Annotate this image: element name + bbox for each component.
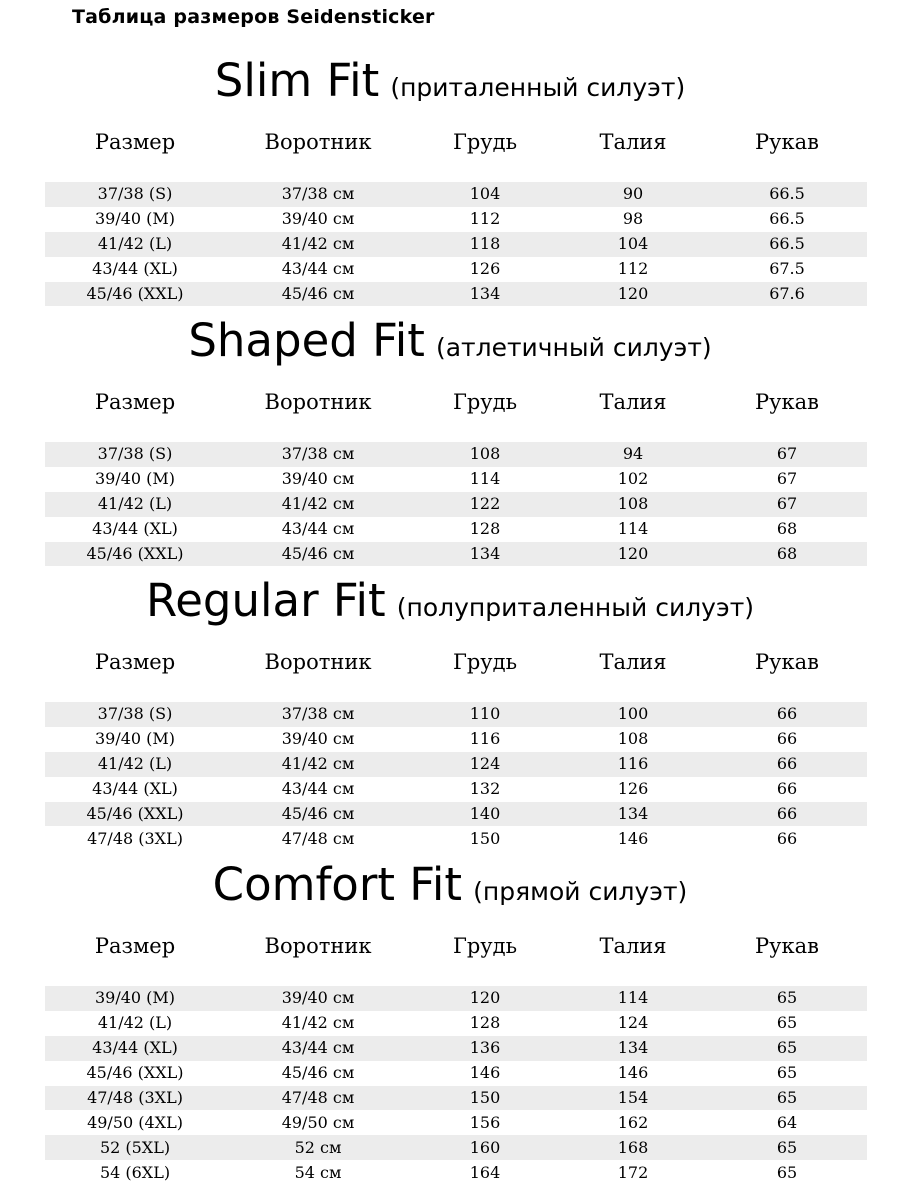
fit-name: Shaped Fit [188, 314, 425, 367]
cell-chest: 118 [411, 232, 559, 257]
table-row [45, 1135, 867, 1160]
cell-chest: 164 [411, 1160, 559, 1185]
fit-description: (прямой силуэт) [473, 877, 688, 906]
cell-collar: 41/42 см [225, 232, 411, 257]
cell-sleeve: 66.5 [707, 232, 867, 257]
fit-description: (полуприталенный силуэт) [396, 593, 755, 622]
cell-collar: 39/40 см [225, 727, 411, 752]
fit-description: (атлетичный силуэт) [435, 333, 712, 362]
cell-collar: 54 см [225, 1160, 411, 1185]
section-regular-fit [0, 568, 900, 851]
cell-chest: 116 [411, 727, 559, 752]
cell-chest: 132 [411, 777, 559, 802]
cell-sleeve: 65 [707, 1036, 867, 1061]
column-header-chest: Грудь [452, 650, 518, 674]
column-header-collar: Воротник [264, 650, 372, 674]
cell-collar: 45/46 см [225, 282, 411, 307]
cell-sleeve: 66 [707, 727, 867, 752]
cell-chest: 136 [411, 1036, 559, 1061]
cell-collar: 45/46 см [225, 542, 411, 567]
cell-waist: 94 [559, 442, 707, 467]
cell-size: 37/38 (S) [45, 702, 225, 727]
cell-collar: 37/38 см [225, 182, 411, 207]
cell-waist: 168 [559, 1135, 707, 1160]
cell-size: 41/42 (L) [45, 1011, 225, 1036]
section-title [0, 308, 900, 374]
cell-sleeve: 67 [707, 467, 867, 492]
cell-collar: 41/42 см [225, 1011, 411, 1036]
cell-sleeve: 67.5 [707, 257, 867, 282]
cell-chest: 128 [411, 1011, 559, 1036]
table-header-row [45, 114, 867, 182]
fit-name: Slim Fit [214, 54, 380, 107]
section-comfort-fit [0, 852, 900, 1185]
cell-waist: 104 [559, 232, 707, 257]
column-header-collar: Воротник [264, 130, 372, 154]
table-row [45, 282, 867, 307]
cell-sleeve: 66 [707, 826, 867, 851]
table-row [45, 542, 867, 567]
cell-chest: 160 [411, 1135, 559, 1160]
cell-chest: 146 [411, 1061, 559, 1086]
cell-size: 41/42 (L) [45, 492, 225, 517]
cell-size: 43/44 (XL) [45, 777, 225, 802]
cell-collar: 39/40 см [225, 207, 411, 232]
table-row [45, 826, 867, 851]
cell-collar: 45/46 см [225, 1061, 411, 1086]
cell-sleeve: 67 [707, 492, 867, 517]
cell-chest: 134 [411, 542, 559, 567]
cell-chest: 150 [411, 1086, 559, 1111]
section-slim-fit [0, 48, 900, 306]
fit-name: Regular Fit [145, 574, 386, 627]
cell-waist: 108 [559, 727, 707, 752]
cell-size: 41/42 (L) [45, 752, 225, 777]
cell-collar: 43/44 см [225, 777, 411, 802]
table-row [45, 1160, 867, 1185]
cell-chest: 134 [411, 282, 559, 307]
cell-size: 47/48 (3XL) [45, 826, 225, 851]
cell-chest: 104 [411, 182, 559, 207]
cell-waist: 172 [559, 1160, 707, 1185]
fit-description: (приталенный силуэт) [390, 73, 686, 102]
cell-collar: 45/46 см [225, 802, 411, 827]
cell-sleeve: 68 [707, 517, 867, 542]
column-header-waist: Талия [599, 130, 667, 154]
cell-collar: 52 см [225, 1135, 411, 1160]
cell-size: 39/40 (M) [45, 467, 225, 492]
column-header-waist: Талия [599, 934, 667, 958]
column-header-sleeve: Рукав [755, 934, 819, 958]
table-row [45, 727, 867, 752]
table-row [45, 1011, 867, 1036]
cell-waist: 112 [559, 257, 707, 282]
cell-collar: 39/40 см [225, 986, 411, 1011]
column-header-sleeve: Рукав [755, 390, 819, 414]
cell-size: 43/44 (XL) [45, 517, 225, 542]
cell-size: 49/50 (4XL) [45, 1110, 225, 1135]
cell-sleeve: 66 [707, 752, 867, 777]
cell-waist: 134 [559, 1036, 707, 1061]
cell-waist: 146 [559, 826, 707, 851]
section-title [0, 568, 900, 634]
cell-size: 37/38 (S) [45, 442, 225, 467]
cell-collar: 41/42 см [225, 752, 411, 777]
cell-sleeve: 66 [707, 702, 867, 727]
column-header-chest: Грудь [452, 130, 518, 154]
table-row [45, 1086, 867, 1111]
cell-collar: 37/38 см [225, 702, 411, 727]
cell-size: 37/38 (S) [45, 182, 225, 207]
table-row [45, 777, 867, 802]
cell-sleeve: 67.6 [707, 282, 867, 307]
cell-waist: 102 [559, 467, 707, 492]
cell-chest: 140 [411, 802, 559, 827]
cell-sleeve: 65 [707, 1160, 867, 1185]
cell-sleeve: 66.5 [707, 207, 867, 232]
cell-waist: 116 [559, 752, 707, 777]
cell-sleeve: 65 [707, 986, 867, 1011]
cell-size: 39/40 (M) [45, 727, 225, 752]
cell-sleeve: 65 [707, 1135, 867, 1160]
cell-sleeve: 65 [707, 1086, 867, 1111]
size-table [45, 634, 867, 851]
cell-chest: 156 [411, 1110, 559, 1135]
cell-sleeve: 65 [707, 1011, 867, 1036]
table-row [45, 207, 867, 232]
column-header-collar: Воротник [264, 390, 372, 414]
column-header-chest: Грудь [452, 934, 518, 958]
column-header-collar: Воротник [264, 934, 372, 958]
cell-waist: 124 [559, 1011, 707, 1036]
cell-waist: 98 [559, 207, 707, 232]
cell-size: 52 (5XL) [45, 1135, 225, 1160]
table-row [45, 1061, 867, 1086]
page-title: Таблица размеров Seidensticker [72, 6, 435, 28]
cell-size: 43/44 (XL) [45, 257, 225, 282]
cell-sleeve: 66 [707, 802, 867, 827]
table-header-row [45, 634, 867, 702]
section-title [0, 852, 900, 918]
cell-size: 39/40 (M) [45, 986, 225, 1011]
cell-size: 47/48 (3XL) [45, 1086, 225, 1111]
cell-collar: 43/44 см [225, 517, 411, 542]
cell-collar: 49/50 см [225, 1110, 411, 1135]
table-header-row [45, 374, 867, 442]
cell-waist: 120 [559, 282, 707, 307]
cell-waist: 120 [559, 542, 707, 567]
table-row [45, 752, 867, 777]
column-header-sleeve: Рукав [755, 650, 819, 674]
table-row [45, 467, 867, 492]
table-row [45, 986, 867, 1011]
column-header-size: Размер [94, 934, 176, 958]
table-row [45, 232, 867, 257]
column-header-waist: Талия [599, 390, 667, 414]
cell-size: 41/42 (L) [45, 232, 225, 257]
cell-collar: 39/40 см [225, 467, 411, 492]
cell-collar: 43/44 см [225, 257, 411, 282]
table-row [45, 1036, 867, 1061]
cell-size: 39/40 (M) [45, 207, 225, 232]
cell-chest: 124 [411, 752, 559, 777]
cell-waist: 162 [559, 1110, 707, 1135]
column-header-size: Размер [94, 650, 176, 674]
table-header-row [45, 918, 867, 986]
table-row [45, 702, 867, 727]
table-row [45, 492, 867, 517]
cell-sleeve: 66.5 [707, 182, 867, 207]
cell-waist: 100 [559, 702, 707, 727]
table-row [45, 442, 867, 467]
cell-chest: 112 [411, 207, 559, 232]
cell-waist: 114 [559, 517, 707, 542]
table-row [45, 517, 867, 542]
cell-sleeve: 64 [707, 1110, 867, 1135]
cell-waist: 108 [559, 492, 707, 517]
fit-name: Comfort Fit [212, 858, 463, 911]
table-row [45, 1110, 867, 1135]
cell-chest: 150 [411, 826, 559, 851]
cell-size: 45/46 (XXL) [45, 802, 225, 827]
cell-chest: 108 [411, 442, 559, 467]
size-table [45, 374, 867, 566]
table-row [45, 257, 867, 282]
cell-waist: 134 [559, 802, 707, 827]
cell-size: 43/44 (XL) [45, 1036, 225, 1061]
cell-size: 45/46 (XXL) [45, 1061, 225, 1086]
cell-chest: 114 [411, 467, 559, 492]
cell-sleeve: 65 [707, 1061, 867, 1086]
column-header-size: Размер [94, 390, 176, 414]
cell-collar: 43/44 см [225, 1036, 411, 1061]
cell-waist: 126 [559, 777, 707, 802]
cell-waist: 114 [559, 986, 707, 1011]
section-shaped-fit [0, 308, 900, 566]
column-header-sleeve: Рукав [755, 130, 819, 154]
cell-size: 45/46 (XXL) [45, 542, 225, 567]
cell-collar: 47/48 см [225, 1086, 411, 1111]
cell-sleeve: 68 [707, 542, 867, 567]
cell-waist: 146 [559, 1061, 707, 1086]
cell-size: 45/46 (XXL) [45, 282, 225, 307]
cell-chest: 122 [411, 492, 559, 517]
table-row [45, 802, 867, 827]
cell-collar: 37/38 см [225, 442, 411, 467]
cell-collar: 47/48 см [225, 826, 411, 851]
cell-waist: 90 [559, 182, 707, 207]
column-header-chest: Грудь [452, 390, 518, 414]
size-table [45, 114, 867, 306]
column-header-size: Размер [94, 130, 176, 154]
cell-chest: 110 [411, 702, 559, 727]
cell-sleeve: 67 [707, 442, 867, 467]
cell-chest: 126 [411, 257, 559, 282]
cell-sleeve: 66 [707, 777, 867, 802]
cell-waist: 154 [559, 1086, 707, 1111]
cell-chest: 128 [411, 517, 559, 542]
section-title [0, 48, 900, 114]
size-table [45, 918, 867, 1185]
table-row [45, 182, 867, 207]
cell-size: 54 (6XL) [45, 1160, 225, 1185]
column-header-waist: Талия [599, 650, 667, 674]
cell-chest: 120 [411, 986, 559, 1011]
cell-collar: 41/42 см [225, 492, 411, 517]
